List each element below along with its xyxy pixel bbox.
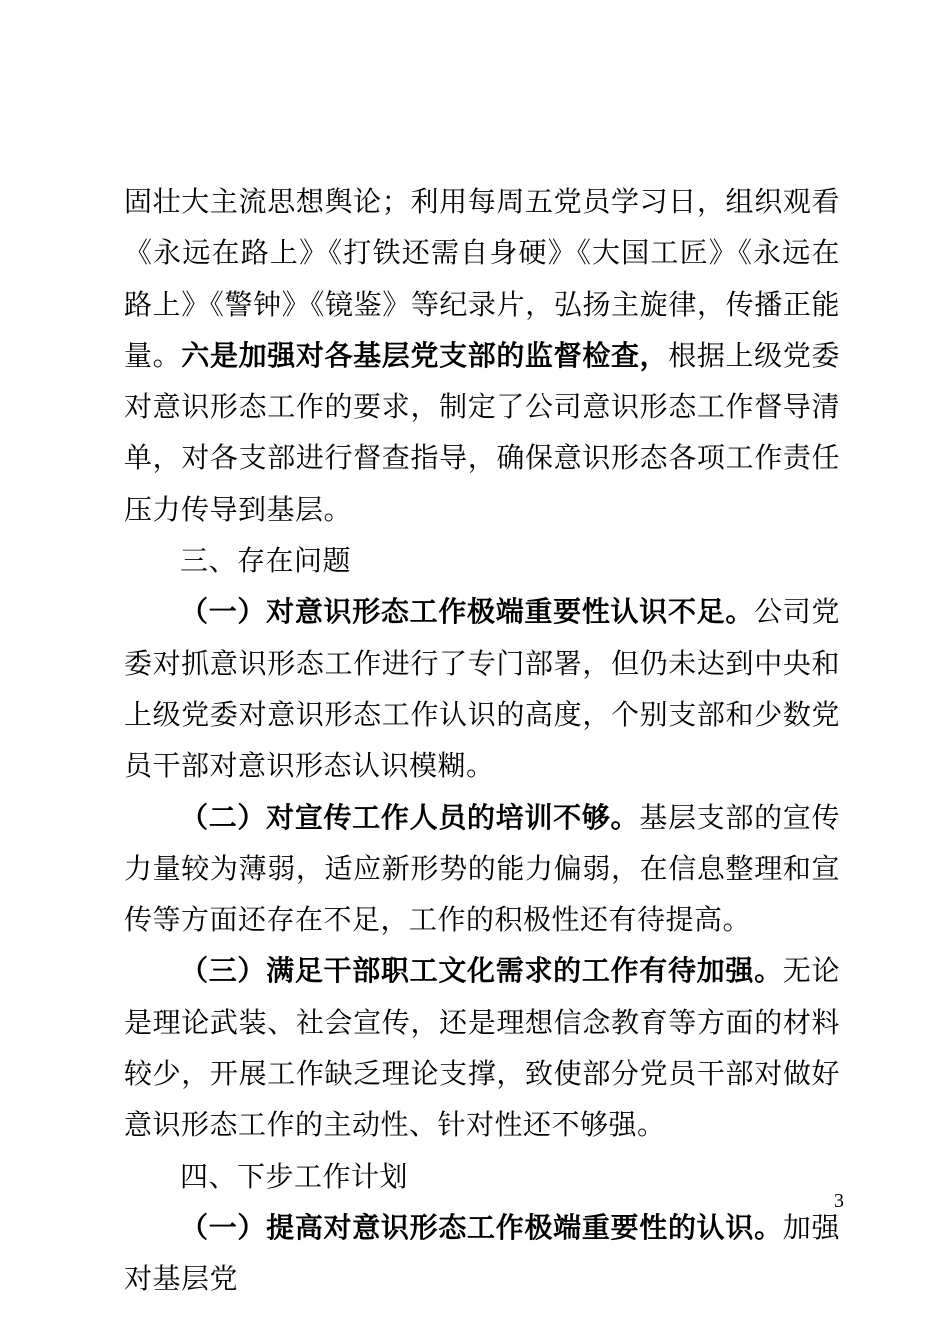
- paragraph-issue-1: [124, 586, 840, 791]
- paragraph-text: 公司党委对抓意识形态工作进行了专门部署，但仍未达到中央和上级党委对意识形态工作认识的高度，个别支部和少数党员干部对意识形态认识模糊。: [124, 595, 840, 783]
- paragraph-bold-lead: （一）提高对意识形态工作极端重要性的认识。: [180, 1210, 783, 1244]
- paragraph-text: 无论是理论武装、社会宣传，还是理想信念教育等方面的材料较少，开展工作缺乏理论支撑，致使部分党员干部对做好意识形态工作的主动性、针对性还不够强。: [124, 954, 840, 1142]
- paragraph-plan-1: [124, 1202, 840, 1305]
- paragraph-text: 根据上级党委对意识形态工作的要求，制定了公司意识形态工作督导清单，对各支部进行督查指导，确保意识形态各项工作责任压力传导到基层。: [124, 338, 840, 526]
- paragraph-bold-lead: （三）满足干部职工文化需求的工作有待加强。: [180, 954, 783, 988]
- section-heading-problems: 三、存在问题: [180, 544, 352, 578]
- paragraph-supervision: [124, 176, 840, 535]
- paragraph-bold-lead: 六是加强对各基层党支部的监督检查，: [181, 338, 669, 372]
- paragraph-bold-lead: （一）对意识形态工作极端重要性认识不足。: [180, 595, 755, 629]
- paragraph-text: 固壮大主流思想舆论；利用每周五党员学习日，组织观看《永远在路上》《打铁还需自身硬》《大国工匠》《永远在路上》《警钟》《镜鉴》等纪录片，弘扬主旋律，传播正能量。: [124, 185, 840, 372]
- paragraph-issue-3: [124, 945, 840, 1150]
- document-body: [124, 176, 840, 1305]
- page-number: 3: [834, 1190, 844, 1212]
- paragraph-issue-2: [124, 792, 840, 946]
- paragraph-text: 基层支部的宣传力量较为薄弱，适应新形势的能力偏弱，在信息整理和宣传等方面还存在不足，工作的积极性还有待提高。: [124, 800, 840, 937]
- paragraph-bold-lead: （二）对宣传工作人员的培训不够。: [180, 800, 640, 834]
- paragraph-text: 加强对基层党: [124, 1210, 840, 1296]
- section-heading-next-steps: 四、下步工作计划: [180, 1159, 409, 1193]
